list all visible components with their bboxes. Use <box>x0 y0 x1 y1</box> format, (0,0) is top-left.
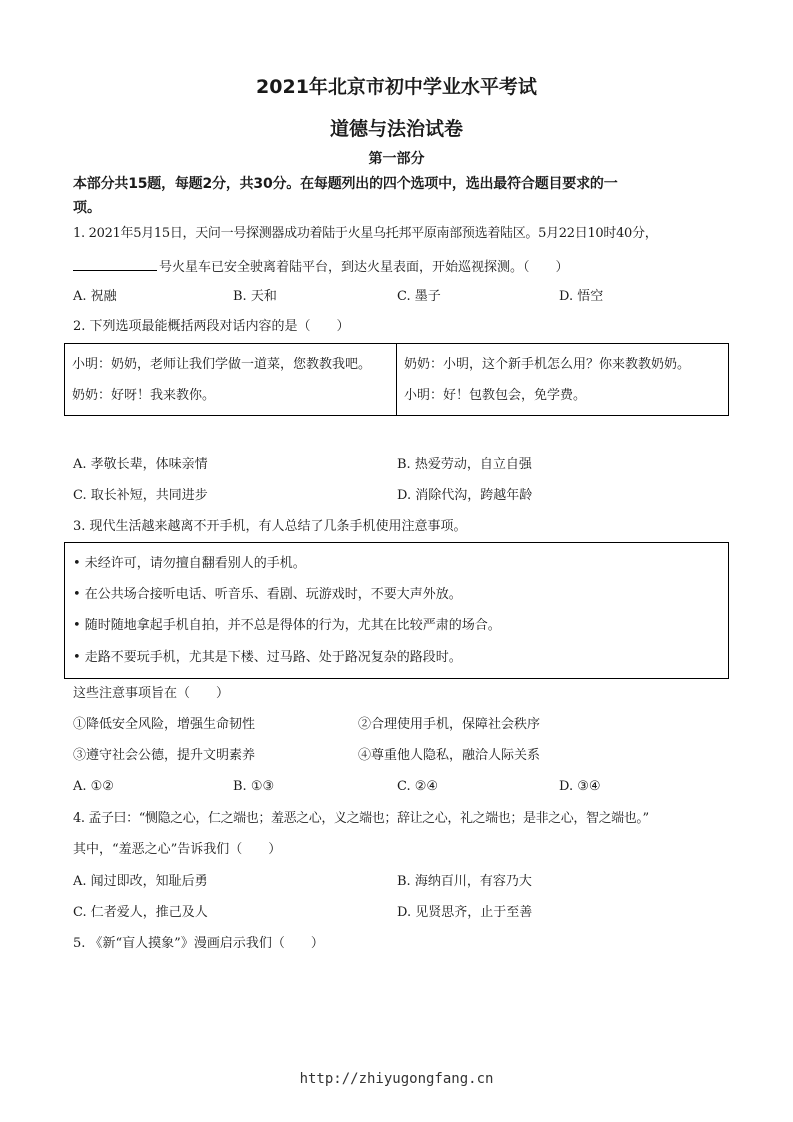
q4-stem-line-1: 4. 孟子曰：“恻隐之心，仁之端也；羞恶之心，义之端也；辞让之心，礼之端也；是非之心，智之端也。” <box>73 811 649 826</box>
q3-statement-3: ③遵守社会公德，提升文明素养 <box>73 748 256 763</box>
q3-statement-2: ②合理使用手机，保障社会秩序 <box>358 717 541 732</box>
q5-stem: 5. 《新“盲人摸象”》漫画启示我们（ ） <box>73 936 324 951</box>
q3-statement-1: ①降低安全风险，增强生命韧性 <box>73 717 256 732</box>
q3-note-2: • 在公共场合接听电话、听音乐、看剧、玩游戏时，不要大声外放。 <box>73 587 462 602</box>
page-title: 2021年北京市初中学业水平考试 <box>256 76 537 98</box>
q1-option-c: C. 墨子 <box>397 289 441 304</box>
q2-option-a: A. 孝敬长辈，体味亲情 <box>73 457 208 472</box>
q4-option-d: D. 见贤思齐，止于至善 <box>397 905 533 920</box>
q3-option-c: C. ②④ <box>397 779 439 794</box>
q4-option-c: C. 仁者爱人，推己及人 <box>73 905 208 920</box>
exam-subject: 道德与法治试卷 <box>329 118 463 140</box>
q2-option-c: C. 取长补短，共同进步 <box>73 488 208 503</box>
q1-stem-line-2 <box>73 258 569 276</box>
q3-note-4: • 走路不要玩手机，尤其是下楼、过马路、处于路况复杂的路段时。 <box>73 650 462 665</box>
q4-option-a: A. 闻过即改，知耻后勇 <box>73 874 208 889</box>
q3-question: 这些注意事项旨在（ ） <box>73 686 230 701</box>
part-heading: 第一部分 <box>368 151 425 167</box>
q1-stem-line-2-text: 号火星车已安全驶离着陆平台，到达火星表面，开始巡视探测。（ ） <box>159 260 569 275</box>
q2-stem: 2. 下列选项最能概括两段对话内容的是（ ） <box>73 319 350 334</box>
q3-stem: 3. 现代生活越来越离不开手机，有人总结了几条手机使用注意事项。 <box>73 519 467 534</box>
q3-note-1: • 未经许可，请勿擅自翻看别人的手机。 <box>73 556 306 571</box>
q3-option-a: A. ①② <box>73 779 114 794</box>
q1-option-b: B. 天和 <box>233 289 277 304</box>
instructions-line-1: 本部分共15题，每题2分，共30分。在每题列出的四个选项中，选出最符合题目要求的一 <box>73 176 618 192</box>
q1-stem-line-1: 1. 2021年5月15日，天问一号探测器成功着陆于火星乌托邦平原南部预选着陆区。5月22日10时40分， <box>73 226 658 241</box>
q2-right-dialog-line-1: 奶奶：小明，这个新手机怎么用？你来教教奶奶。 <box>404 357 691 372</box>
q3-note-3: • 随时随地拿起手机自拍，并不总是得体的行为，尤其在比较严肃的场合。 <box>73 618 501 633</box>
q2-left-dialog-line-2: 奶奶：好呀！我来教你。 <box>72 388 216 403</box>
q1-option-d: D. 悟空 <box>559 289 604 304</box>
dialog-divider <box>396 343 397 416</box>
q4-stem-line-2: 其中，“羞恶之心”告诉我们（ ） <box>73 842 282 857</box>
q3-statement-4: ④尊重他人隐私，融洽人际关系 <box>358 748 541 763</box>
instructions-line-2: 项。 <box>73 200 101 216</box>
q3-option-d: D. ③④ <box>559 779 601 794</box>
q3-option-b: B. ①③ <box>233 779 275 794</box>
footer-url[interactable]: http://zhiyugongfang.cn <box>299 1071 494 1087</box>
answer-blank <box>73 258 157 271</box>
q2-right-dialog-line-2: 小明：好！包教包会，免学费。 <box>404 388 587 403</box>
q2-option-b: B. 热爱劳动，自立自强 <box>397 457 532 472</box>
q4-option-b: B. 海纳百川，有容乃大 <box>397 874 532 889</box>
q2-option-d: D. 消除代沟，跨越年龄 <box>397 488 533 503</box>
q2-left-dialog-line-1: 小明：奶奶，老师让我们学做一道菜，您教教我吧。 <box>72 357 372 372</box>
q1-option-a: A. 祝融 <box>73 289 117 304</box>
